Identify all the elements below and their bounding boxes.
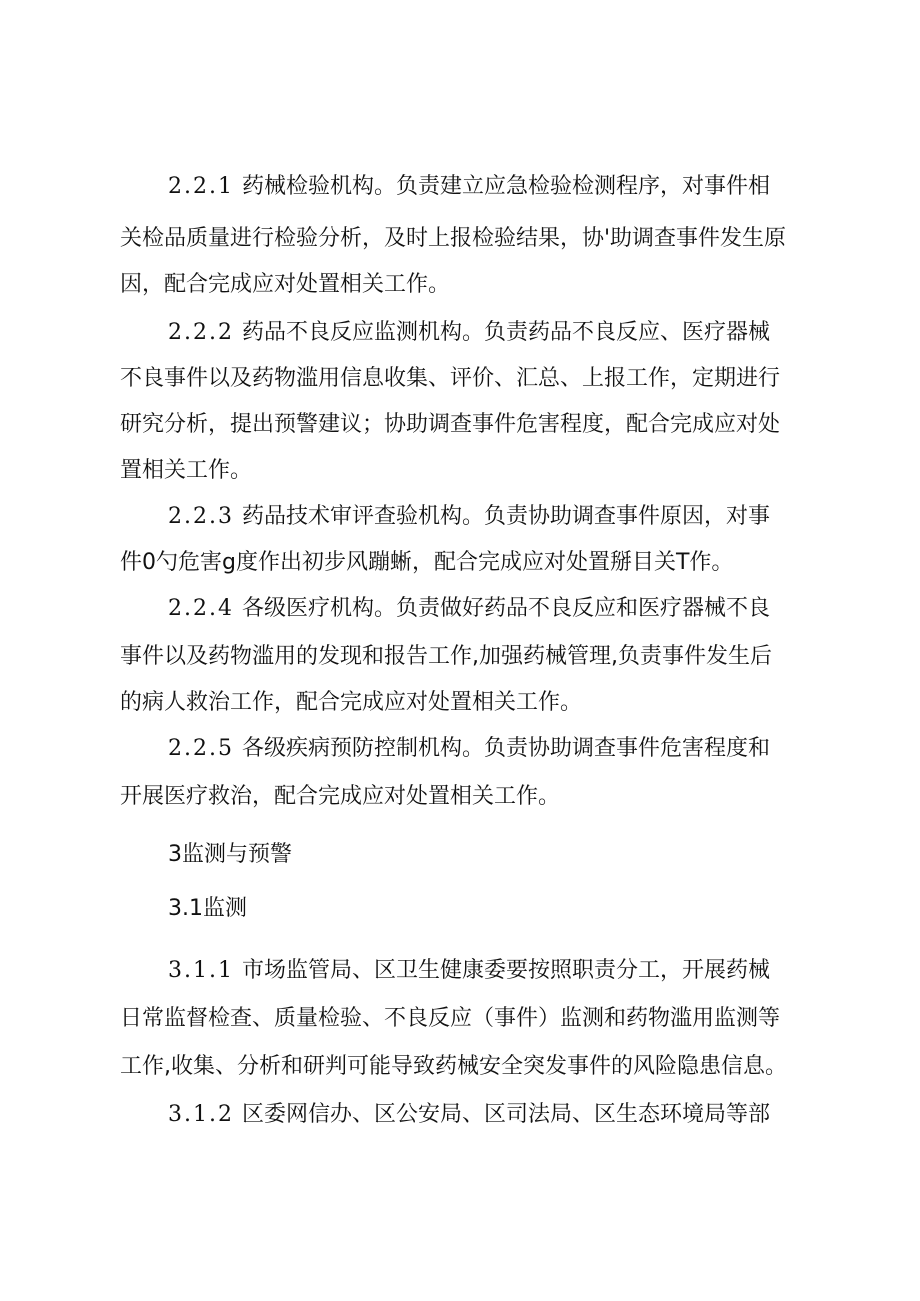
paragraph-2-2-1-line-1	[168, 172, 810, 202]
section-number: 3.1.1	[168, 958, 234, 983]
section-number: 2.2.2	[168, 320, 234, 345]
paragraph-2-2-3-line-1	[168, 502, 810, 532]
paragraph-2-2-1-line-3: 因，配合完成应对处置相关工作。	[120, 272, 451, 297]
paragraph-2-2-5-line-2: 开展医疗救治，配合完成应对处置相关工作。	[120, 784, 561, 809]
paragraph-text: 市场监管局、区卫生健康委要按照职责分工，开展药械	[241, 958, 770, 983]
paragraph-2-2-4-line-1	[168, 594, 810, 624]
paragraph-text: 各级医疗机构。负责做好药品不良反应和医疗器械不良	[241, 596, 770, 621]
section-number: 2.2.5	[168, 736, 234, 761]
paragraph-2-2-5-line-1	[168, 734, 810, 764]
paragraph-2-2-4-line-3: 的病人救治工作，配合完成应对处置相关工作。	[120, 690, 583, 715]
paragraph-2-2-2-line-1	[168, 318, 810, 348]
paragraph-2-2-2-line-3: 研究分析，提出预警建议；协助调查事件危害程度，配合完成应对处	[120, 412, 781, 437]
paragraph-text: 区委网信办、区公安局、区司法局、区生态环境局等部	[241, 1102, 770, 1127]
paragraph-3-1-1-line-3: 工作,收集、分析和研判可能导致药械安全突发事件的风险隐患信息。	[120, 1054, 787, 1079]
heading-3-1: 3.1监测	[168, 896, 247, 921]
paragraph-2-2-1-line-2: 关检品质量进行检验分析，及时上报检验结果，协'助调查事件发生原	[120, 226, 787, 251]
paragraph-3-1-1-line-2: 日常监督检查、质量检验、不良反应（事件）监测和药物滥用监测等	[120, 1006, 781, 1031]
paragraph-text: 药品技术审评查验机构。负责协助调查事件原因，对事	[241, 504, 770, 529]
section-number: 2.2.3	[168, 504, 234, 529]
section-number: 2.2.1	[168, 174, 234, 199]
paragraph-text: 药品不良反应监测机构。负责药品不良反应、医疗器械	[241, 320, 770, 345]
paragraph-3-1-1-line-1	[168, 956, 810, 986]
paragraph-text: 各级疾病预防控制机构。负责协助调查事件危害程度和	[241, 736, 770, 761]
heading-3: 3监测与预警	[168, 842, 292, 867]
paragraph-2-2-2-line-2: 不良事件以及药物滥用信息收集、评价、汇总、上报工作，定期进行	[120, 366, 781, 391]
paragraph-2-2-4-line-2: 事件以及药物滥用的发现和报告工作,加强药械管理,负责事件发生后	[120, 644, 772, 669]
paragraph-2-2-3-line-2: 件0勺危害g度作出初步风蹦蜥，配合完成应对处置掰目关T作。	[120, 550, 734, 575]
paragraph-2-2-2-line-4: 置相关工作。	[120, 458, 253, 483]
section-number: 2.2.4	[168, 596, 234, 621]
section-number: 3.1.2	[168, 1102, 234, 1127]
paragraph-3-1-2-line-1	[168, 1100, 810, 1130]
paragraph-text: 药械检验机构。负责建立应急检验检测程序，对事件相	[241, 174, 770, 199]
